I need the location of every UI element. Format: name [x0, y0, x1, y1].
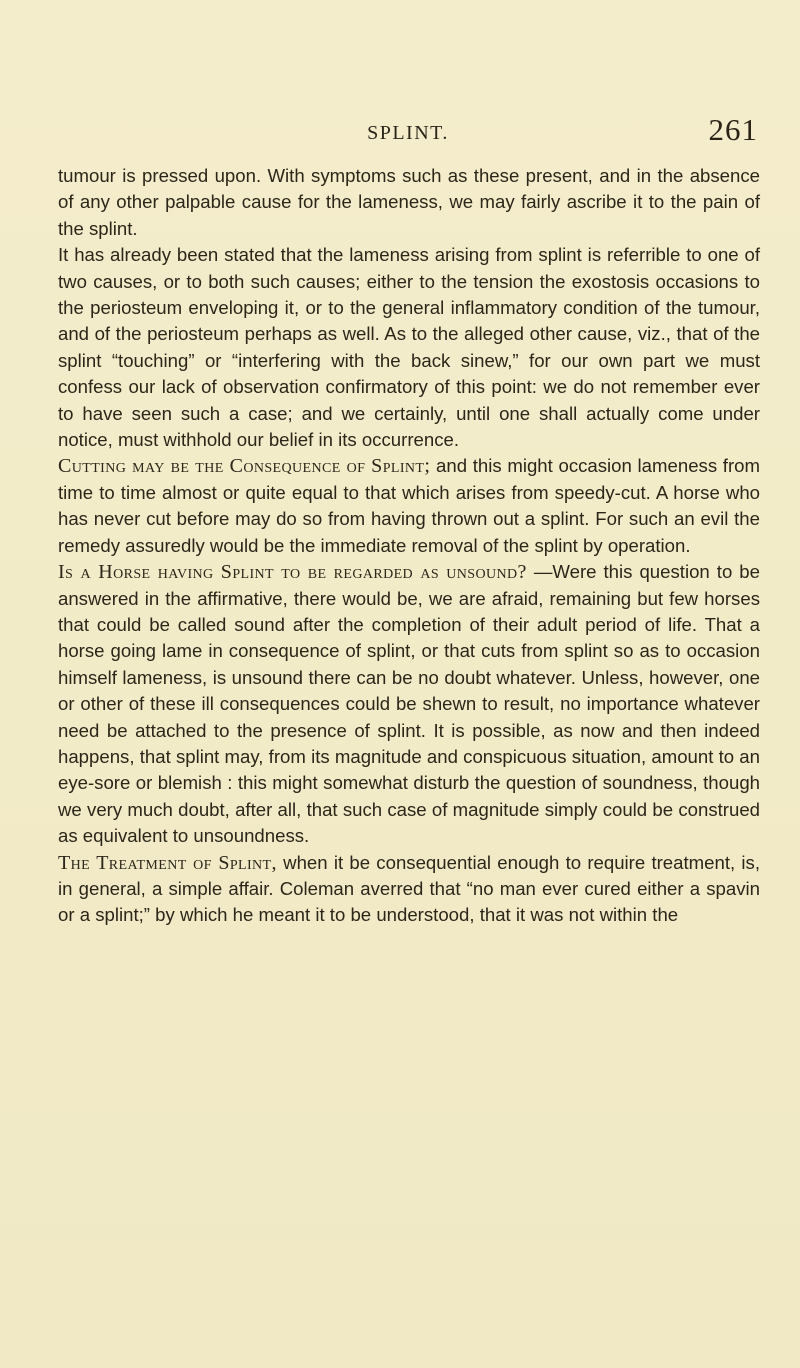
body-text [58, 163, 760, 929]
running-title: SPLINT. [367, 122, 449, 144]
paragraph-treatment [58, 850, 760, 929]
paragraph-text: and this might occasion lameness from time to time almost or quite equal to that which arises from speedy-cut. A horse who has never cut before may do so from having thrown out a splint. For such an evil the remedy assuredly would be the immediate removal of the splint by operation. [58, 455, 760, 556]
running-head [58, 112, 758, 148]
paragraph-text: It has already been stated that the lameness arising from splint is referrible to one of two causes, or to both such causes; either to the tension the exostosis occasions to the periosteum enveloping it, or to the general inflammatory condition of the tumour, and of the periosteum perhaps as well. As to the alleged other cause, viz., that of the splint “touching” or “interfering with the back sinew,” for our own part we must confess our lack of observation confirmatory of this point: we do not remember ever to have seen such a case; and we certainly, until one shall actually come under notice, must withhold our belief in its occurrence. [58, 244, 760, 451]
paragraph-continuation [58, 163, 760, 242]
paragraph-text: tumour is pressed upon. With symptoms such as these present, and in the absence of any other palpable cause for the lameness, we may fairly ascribe it to the pain of the splint. [58, 165, 760, 239]
paragraph-lameness-causes [58, 242, 760, 453]
section-heading: Cutting may be the Consequence of Splint; [58, 455, 431, 478]
paragraph-text: when it be consequential enough to require treatment, is, in general, a simple affair. Coleman averred that “no man ever cured either a spavin or a splint;” by which he meant it to be understood, that it was not within the [58, 851, 760, 926]
paragraph-cutting [58, 453, 760, 559]
paragraph-unsound [58, 559, 760, 849]
section-heading: Is a Horse having Splint to be regarded as unsound? [58, 561, 527, 584]
page-number: 261 [708, 112, 758, 147]
paragraph-text: —Were this question to be answered in the affirmative, there would be, we are afraid, remaining but few horses that could be called sound after the completion of their adult period of life. That a horse going lame in consequence of splint, or that cuts from splint so as to occasion himself lameness, is unsound there can be no doubt whatever. Unless, however, one or other of these ill consequences could be shewn to result, no importance whatever need be attached to the presence of splint. It is possible, as now and then indeed happens, that splint may, from its magnitude and conspicuous situation, amount to an eye-sore or blemish : this might somewhat disturb the question of soundness, though we very much doubt, after all, that such case of magnitude simply could be construed as equivalent to unsoundness. [58, 561, 760, 847]
section-heading: The Treatment of Splint, [58, 851, 277, 874]
